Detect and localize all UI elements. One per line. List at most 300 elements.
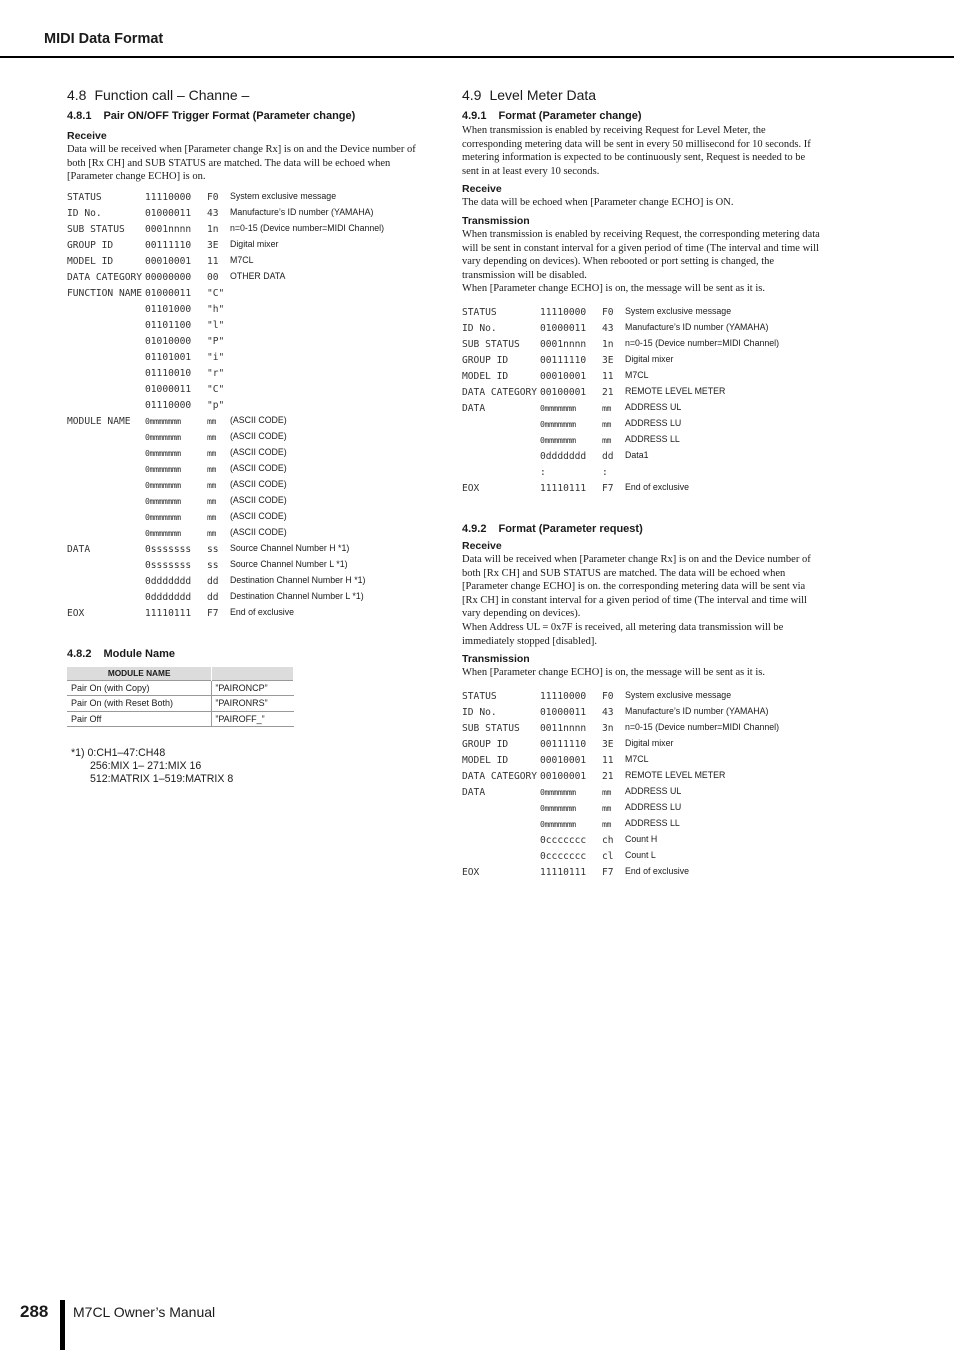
receive-text-2: When Address UL = 0x7F is received, all metering data transmission will be immediately stopped [disabled]. xyxy=(462,621,784,647)
hex-value: F0 xyxy=(602,306,614,318)
binary-value: 0mmmmmmm xyxy=(145,431,181,442)
field-name: MODULE NAME xyxy=(67,415,131,427)
hex-value: mm xyxy=(602,786,611,797)
receive-label: Receive xyxy=(462,183,502,196)
binary-value: 0mmmmmmm xyxy=(145,463,181,474)
field-description: (ASCII CODE) xyxy=(230,414,287,425)
field-description: Count H xyxy=(625,833,658,844)
hex-value: F0 xyxy=(602,690,614,702)
hex-value: mm xyxy=(207,447,216,458)
field-description: ADDRESS UL xyxy=(625,785,682,796)
hex-value: 11 xyxy=(602,370,614,382)
module-label: Pair Off xyxy=(67,711,212,727)
hex-value: 3E xyxy=(207,239,219,251)
binary-value: 00111110 xyxy=(540,354,587,366)
binary-value: 01000011 xyxy=(145,287,192,299)
message-row xyxy=(67,269,427,285)
field-name: SUB STATUS xyxy=(462,338,520,350)
field-description xyxy=(227,397,427,413)
hex-value: mm xyxy=(207,479,216,490)
binary-value: 11110111 xyxy=(145,607,192,619)
field-description: Manufacture’s ID number (YAMAHA) xyxy=(625,705,769,716)
binary-value: 0mmmmmmm xyxy=(540,434,576,445)
hex-value: F7 xyxy=(207,607,219,619)
field-description: Manufacture’s ID number (YAMAHA) xyxy=(230,206,374,217)
field-name xyxy=(67,557,145,573)
field-description: n=0-15 (Device number=MIDI Channel) xyxy=(230,222,385,233)
binary-value: 11110111 xyxy=(540,482,587,494)
message-row xyxy=(67,205,427,221)
module-label: Pair On (with Reset Both) xyxy=(67,696,212,712)
message-row xyxy=(67,221,427,237)
binary-value: 0mmmmmmm xyxy=(145,511,181,522)
binary-value: 0mmmmmmm xyxy=(145,527,181,538)
hex-value: 3n xyxy=(602,722,614,734)
field-name xyxy=(67,461,145,477)
binary-value: 0mmmmmmm xyxy=(540,802,576,813)
message-row xyxy=(67,381,427,397)
hex-value: mm xyxy=(602,802,611,813)
hex-value: "r" xyxy=(207,367,225,379)
field-description: OTHER DATA xyxy=(230,270,286,281)
message-row xyxy=(462,704,822,720)
module-label: Pair On (with Copy) xyxy=(67,680,212,696)
message-row xyxy=(462,816,822,832)
message-row xyxy=(67,285,427,301)
binary-value: 0mmmmmmm xyxy=(145,447,181,458)
hex-value: ch xyxy=(602,834,614,846)
field-name: FUNCTION NAME xyxy=(67,287,143,299)
field-name: EOX xyxy=(462,866,480,878)
field-description: End of exclusive xyxy=(625,481,690,492)
field-name xyxy=(462,448,540,464)
section-4-8-1-heading: 4.8.1 Pair ON/OFF Trigger Format (Parameter change) xyxy=(67,110,356,122)
binary-value: 11110000 xyxy=(540,306,587,318)
field-name xyxy=(462,816,540,832)
field-name xyxy=(67,509,145,525)
hex-value: 1n xyxy=(207,223,219,235)
message-row xyxy=(462,848,822,864)
message-row xyxy=(462,368,822,384)
binary-value: 01000011 xyxy=(145,207,192,219)
field-description: (ASCII CODE) xyxy=(230,510,287,521)
binary-value: 00100001 xyxy=(540,386,587,398)
hex-value: dd xyxy=(207,591,219,603)
message-row xyxy=(67,413,427,429)
binary-value: 01000011 xyxy=(540,322,587,334)
field-name: DATA CATEGORY xyxy=(67,271,143,283)
message-row xyxy=(462,464,822,480)
field-name: SUB STATUS xyxy=(67,223,125,235)
binary-value: 00010001 xyxy=(145,255,192,267)
field-name xyxy=(67,493,145,509)
hex-value: mm xyxy=(207,463,216,474)
field-description: REMOTE LEVEL METER xyxy=(625,769,726,780)
field-name: EOX xyxy=(462,482,480,494)
binary-value: 01000011 xyxy=(145,383,192,395)
hex-value: dd xyxy=(207,575,219,587)
hex-value: dd xyxy=(602,450,614,462)
module-value: ”PAIRONCP” xyxy=(212,680,294,696)
field-name: DATA CATEGORY xyxy=(462,770,538,782)
footer-bar xyxy=(60,1300,65,1350)
hex-value: "p" xyxy=(207,399,225,411)
message-row xyxy=(462,336,822,352)
transmission-label: Transmission xyxy=(462,214,530,227)
module-value: ”PAIRONRS” xyxy=(212,696,294,712)
message-row xyxy=(67,557,427,573)
message-row xyxy=(67,349,427,365)
binary-value: 01000011 xyxy=(540,706,587,718)
field-name xyxy=(67,333,145,349)
hex-value: ss xyxy=(207,559,219,571)
right-column xyxy=(462,86,822,880)
field-description xyxy=(227,381,427,397)
table-row xyxy=(67,711,294,727)
receive-text: Data will be received when [Parameter change Rx] is on and the Device number of both [Rx CH] and SUB STATUS are matched. The data will be echoed when [Parameter change ECHO] is on. the corresponding metering data will be sent via [Rx CH] in constant interval for a given period of time (The interval and time will vary depending on devices). xyxy=(462,553,811,620)
field-description xyxy=(227,365,427,381)
field-description xyxy=(227,285,427,301)
binary-value: 0ccccccc xyxy=(540,834,587,846)
field-description: Source Channel Number L *1) xyxy=(230,558,348,569)
field-name xyxy=(67,317,145,333)
message-row xyxy=(67,429,427,445)
field-description: System exclusive message xyxy=(230,190,337,201)
field-name xyxy=(67,589,145,605)
message-row xyxy=(67,605,427,621)
message-row xyxy=(67,333,427,349)
field-name: GROUP ID xyxy=(67,239,114,251)
hex-value: mm xyxy=(207,415,216,426)
binary-value: 0ddddddd xyxy=(145,575,192,587)
table-row xyxy=(67,680,294,696)
message-row xyxy=(67,493,427,509)
receive-text: Data will be received when [Parameter change Rx] is on and the Device number of both [Rx CH] and SUB STATUS are matched. The data will be echoed when [Parameter change ECHO] is on. xyxy=(67,144,416,183)
message-row xyxy=(462,688,822,704)
field-description: ADDRESS LU xyxy=(625,801,682,812)
binary-value: 0001nnnn xyxy=(145,223,192,235)
footnote-line: *1) 0:CH1–47:CH48 xyxy=(71,747,166,760)
hex-value: 43 xyxy=(207,207,219,219)
field-description: Manufacture’s ID number (YAMAHA) xyxy=(625,321,769,332)
binary-value: : xyxy=(540,466,546,478)
message-row xyxy=(462,768,822,784)
binary-value: 00010001 xyxy=(540,754,587,766)
message-table-level-meter-change xyxy=(462,304,822,496)
header-rule xyxy=(0,56,954,58)
binary-value: 0mmmmmmm xyxy=(145,415,181,426)
field-description xyxy=(622,464,822,480)
message-row xyxy=(462,320,822,336)
field-name: DATA xyxy=(67,543,91,555)
message-row xyxy=(67,317,427,333)
footnote-line: 256:MIX 1– 271:MIX 16 xyxy=(90,760,202,773)
hex-value: 3E xyxy=(602,354,614,366)
hex-value: F7 xyxy=(602,482,614,494)
field-name: STATUS xyxy=(462,690,497,702)
binary-value: 01110000 xyxy=(145,399,192,411)
section-4-8-2-heading: 4.8.2 Module Name xyxy=(67,647,175,660)
hex-value: F0 xyxy=(207,191,219,203)
message-row xyxy=(462,752,822,768)
message-row xyxy=(67,541,427,557)
hex-value: "C" xyxy=(207,383,225,395)
binary-value: 00000000 xyxy=(145,271,192,283)
transmission-text-2: When [Parameter change ECHO] is on, the message will be sent as it is. xyxy=(462,283,765,295)
field-name: ID No. xyxy=(462,322,497,334)
field-name: DATA CATEGORY xyxy=(462,386,538,398)
field-name: ID No. xyxy=(462,706,497,718)
intro-text: When transmission is enabled by receiving Request for Level Meter, the corresponding metering data will be sent in every 50 millisecond for 10 seconds. If metering information is expected to be continuously sent, Request is needed to be sent in at least every 10 seconds. xyxy=(462,125,811,177)
receive-label: Receive xyxy=(462,539,502,552)
field-name xyxy=(67,477,145,493)
field-description: Digital mixer xyxy=(625,737,674,748)
section-4-8-heading: 4.8 Function call – Channe – xyxy=(67,87,250,103)
binary-value: 11110000 xyxy=(540,690,587,702)
field-name xyxy=(67,397,145,413)
binary-value: 00111110 xyxy=(145,239,192,251)
message-row xyxy=(462,720,822,736)
message-table-level-meter-request xyxy=(462,688,822,880)
binary-value: 0ddddddd xyxy=(145,591,192,603)
field-description: Digital mixer xyxy=(625,353,674,364)
field-description: REMOTE LEVEL METER xyxy=(625,385,726,396)
hex-value: mm xyxy=(602,418,611,429)
field-name xyxy=(67,301,145,317)
hex-value: "i" xyxy=(207,351,225,363)
binary-value: 01110010 xyxy=(145,367,192,379)
binary-value: 0mmmmmmm xyxy=(540,818,576,829)
message-row xyxy=(67,461,427,477)
field-name: MODEL ID xyxy=(462,370,509,382)
message-row xyxy=(67,445,427,461)
field-description: Count L xyxy=(625,849,656,860)
transmission-text: When transmission is enabled by receiving Request, the corresponding metering data will be sent in constant interval for a given period of time (The interval and time will vary depending on devices). When rebooted or port setting is changed, the transmission will be disabled. xyxy=(462,228,820,281)
hex-value: 1n xyxy=(602,338,614,350)
section-4-9-heading: 4.9 Level Meter Data xyxy=(462,87,597,103)
hex-value: "P" xyxy=(207,335,225,347)
field-name xyxy=(67,429,145,445)
field-description: (ASCII CODE) xyxy=(230,446,287,457)
binary-value: 0sssssss xyxy=(145,559,192,571)
hex-value: "C" xyxy=(207,287,225,299)
hex-value: mm xyxy=(602,434,611,445)
module-value: ”PAIROFF_” xyxy=(212,711,294,727)
binary-value: 11110111 xyxy=(540,866,587,878)
binary-value: 0001nnnn xyxy=(540,338,587,350)
binary-value: 01010000 xyxy=(145,335,192,347)
binary-value: 01101100 xyxy=(145,319,192,331)
section-4-9-2-heading: 4.9.2 Format (Parameter request) xyxy=(462,522,643,535)
binary-value: 00010001 xyxy=(540,370,587,382)
page-number: 288 xyxy=(20,1302,49,1321)
hex-value: mm xyxy=(207,431,216,442)
message-row xyxy=(67,253,427,269)
transmission-label: Transmission xyxy=(462,653,530,666)
field-description: M7CL xyxy=(625,369,649,380)
field-description: Destination Channel Number H *1) xyxy=(230,574,366,585)
field-name: MODEL ID xyxy=(462,754,509,766)
field-name xyxy=(462,832,540,848)
field-description: (ASCII CODE) xyxy=(230,462,287,473)
field-name: DATA xyxy=(462,786,486,798)
footnote xyxy=(71,747,427,786)
field-description: M7CL xyxy=(625,753,649,764)
field-description: End of exclusive xyxy=(230,606,295,617)
message-row xyxy=(462,784,822,800)
field-name: GROUP ID xyxy=(462,354,509,366)
binary-value: 00111110 xyxy=(540,738,587,750)
field-name: DATA xyxy=(462,402,486,414)
field-description xyxy=(227,349,427,365)
binary-value: 01101001 xyxy=(145,351,192,363)
field-name: SUB STATUS xyxy=(462,722,520,734)
message-row xyxy=(67,365,427,381)
field-description: (ASCII CODE) xyxy=(230,430,287,441)
hex-value: "h" xyxy=(207,303,225,315)
binary-value: 0011nnnn xyxy=(540,722,587,734)
field-name: MODEL ID xyxy=(67,255,114,267)
message-row xyxy=(462,800,822,816)
left-column xyxy=(67,86,427,786)
hex-value: 21 xyxy=(602,386,614,398)
binary-value: 0mmmmmmm xyxy=(540,786,576,797)
field-name xyxy=(67,445,145,461)
field-description: ADDRESS UL xyxy=(625,401,682,412)
hex-value: cl xyxy=(602,850,614,862)
field-name xyxy=(462,432,540,448)
hex-value: 43 xyxy=(602,322,614,334)
binary-value: 0ccccccc xyxy=(540,850,587,862)
module-name-header: MODULE NAME xyxy=(67,667,212,681)
field-name xyxy=(462,800,540,816)
message-row xyxy=(67,301,427,317)
message-row xyxy=(67,525,427,541)
binary-value: 01101000 xyxy=(145,303,192,315)
binary-value: 0mmmmmmm xyxy=(540,402,576,413)
message-table-pair-trigger xyxy=(67,189,427,621)
message-row xyxy=(462,480,822,496)
field-description: (ASCII CODE) xyxy=(230,526,287,537)
field-description: End of exclusive xyxy=(625,865,690,876)
message-row xyxy=(67,397,427,413)
hex-value: mm xyxy=(207,495,216,506)
table-row xyxy=(67,696,294,712)
hex-value: : xyxy=(602,466,608,478)
message-row xyxy=(462,416,822,432)
field-description: ADDRESS LU xyxy=(625,417,682,428)
receive-text: The data will be echoed when [Parameter change ECHO] is ON. xyxy=(462,197,734,209)
field-name xyxy=(67,573,145,589)
field-description: System exclusive message xyxy=(625,305,732,316)
hex-value: 11 xyxy=(207,255,219,267)
hex-value: mm xyxy=(207,527,216,538)
message-row xyxy=(462,736,822,752)
field-name: STATUS xyxy=(462,306,497,318)
field-description: M7CL xyxy=(230,254,254,265)
field-description: n=0-15 (Device number=MIDI Channel) xyxy=(625,337,780,348)
binary-value: 0ddddddd xyxy=(540,450,587,462)
field-description: (ASCII CODE) xyxy=(230,478,287,489)
field-name: ID No. xyxy=(67,207,102,219)
message-row xyxy=(462,448,822,464)
message-row xyxy=(462,864,822,880)
message-row xyxy=(462,432,822,448)
field-name: GROUP ID xyxy=(462,738,509,750)
hex-value: "l" xyxy=(207,319,225,331)
message-row xyxy=(67,189,427,205)
hex-value: 3E xyxy=(602,738,614,750)
binary-value: 0mmmmmmm xyxy=(145,495,181,506)
field-description: Source Channel Number H *1) xyxy=(230,542,350,553)
hex-value: F7 xyxy=(602,866,614,878)
message-row xyxy=(462,384,822,400)
message-row xyxy=(462,400,822,416)
field-description xyxy=(227,333,427,349)
message-row xyxy=(67,237,427,253)
hex-value: mm xyxy=(602,402,611,413)
field-description: ADDRESS LL xyxy=(625,817,680,828)
binary-value: 0mmmmmmm xyxy=(540,418,576,429)
section-4-9-1-heading: 4.9.1 Format (Parameter change) xyxy=(462,110,642,122)
hex-value: 00 xyxy=(207,271,219,283)
message-row xyxy=(462,352,822,368)
hex-value: mm xyxy=(602,818,611,829)
field-description: Destination Channel Number L *1) xyxy=(230,590,364,601)
hex-value: 21 xyxy=(602,770,614,782)
message-row xyxy=(462,304,822,320)
binary-value: 11110000 xyxy=(145,191,192,203)
module-value-header xyxy=(212,667,294,681)
hex-value: 43 xyxy=(602,706,614,718)
message-row xyxy=(67,509,427,525)
binary-value: 0mmmmmmm xyxy=(145,479,181,490)
field-description: System exclusive message xyxy=(625,689,732,700)
field-description xyxy=(227,301,427,317)
field-description: n=0-15 (Device number=MIDI Channel) xyxy=(625,721,780,732)
field-description: ADDRESS LL xyxy=(625,433,680,444)
hex-value: mm xyxy=(207,511,216,522)
binary-value: 00100001 xyxy=(540,770,587,782)
field-description: (ASCII CODE) xyxy=(230,494,287,505)
message-row xyxy=(67,589,427,605)
message-row xyxy=(67,573,427,589)
hex-value: 11 xyxy=(602,754,614,766)
module-name-table xyxy=(67,667,294,728)
field-name xyxy=(67,349,145,365)
message-row xyxy=(462,832,822,848)
message-row xyxy=(67,477,427,493)
footnote-line: 512:MATRIX 1–519:MATRIX 8 xyxy=(90,773,234,786)
field-description: Digital mixer xyxy=(230,238,279,249)
field-name xyxy=(67,525,145,541)
field-description xyxy=(227,317,427,333)
field-name xyxy=(67,365,145,381)
hex-value: ss xyxy=(207,543,219,555)
field-name xyxy=(462,464,540,480)
field-name xyxy=(462,848,540,864)
receive-label: Receive xyxy=(67,130,107,142)
field-name xyxy=(462,416,540,432)
transmission-text: When [Parameter change ECHO] is on, the message will be sent as it is. xyxy=(462,667,765,679)
field-name: STATUS xyxy=(67,191,102,203)
manual-title: M7CL Owner’s Manual xyxy=(73,1304,216,1320)
field-name: EOX xyxy=(67,607,85,619)
field-name xyxy=(67,381,145,397)
field-description: Data1 xyxy=(625,449,649,460)
running-header: MIDI Data Format xyxy=(44,31,164,47)
binary-value: 0sssssss xyxy=(145,543,192,555)
